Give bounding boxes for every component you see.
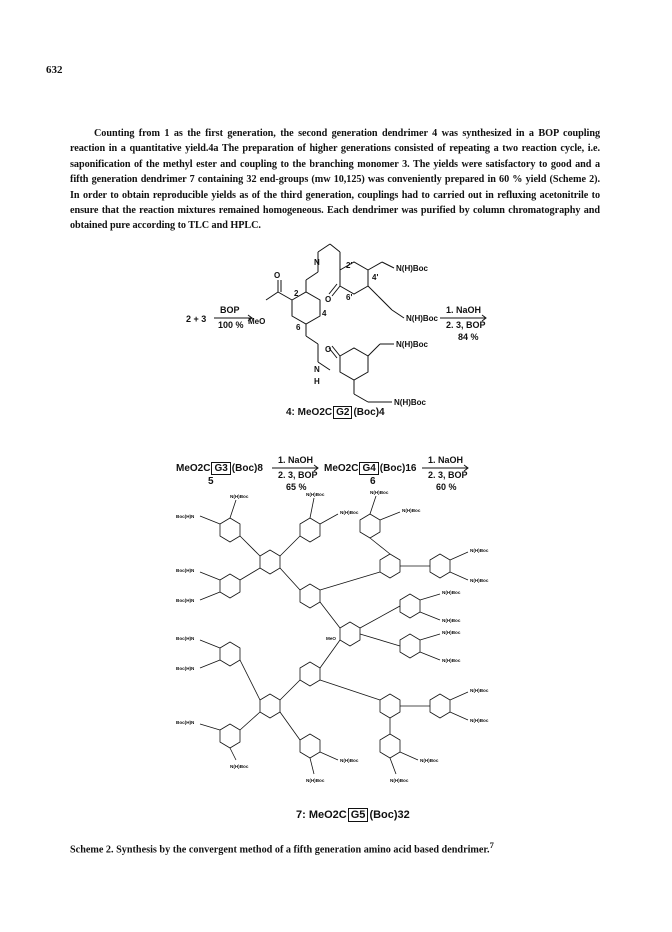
end-group-label: N(H)Boc (340, 758, 359, 763)
step1-reagent: BOP (220, 305, 240, 315)
compound-6-number: 6 (370, 476, 376, 487)
end-group-label: N(H)Boc (306, 778, 325, 783)
end-group-label: Boc(H)N (176, 720, 195, 725)
end-group-label: N(H)Boc (402, 508, 421, 513)
end-group-label: N(H)Boc (420, 758, 439, 763)
upper-ring (340, 262, 368, 294)
reactants-label: 2 + 3 (186, 314, 207, 324)
end-group-label: N(H)Boc (470, 578, 489, 583)
end-group-label: N(H)Boc (306, 492, 325, 497)
compound-4-end: (Boc)4 (353, 407, 385, 418)
compound-5-label (176, 462, 263, 475)
step2-reagent-a: 1. NaOH (446, 305, 482, 315)
atom-label: O (274, 271, 281, 280)
end-group-label: N(H)Boc (442, 630, 461, 635)
end-group-label: N(H)Boc (370, 490, 389, 495)
end-group-label: Boc(H)N (176, 636, 195, 641)
generation-box: G2 (333, 406, 352, 419)
end-group-label: Boc(H)N (176, 568, 195, 573)
step3-yield: 65 % (286, 482, 307, 492)
atom-label: N(H)Boc (396, 264, 428, 273)
atom-label: O (325, 345, 332, 354)
figure-caption (70, 840, 610, 855)
caption-reference: 7 (489, 840, 494, 850)
compound-6-end: (Boc)16 (379, 463, 417, 474)
page-number: 632 (46, 64, 63, 76)
lower-ring (340, 348, 368, 380)
compound-4-prefix: 4: MeO2C (286, 407, 333, 418)
step4-reagent-a: 1. NaOH (428, 455, 464, 465)
step2-yield: 84 % (458, 332, 479, 342)
generation-box: G3 (211, 462, 230, 475)
end-group-label: N(H)Boc (390, 778, 409, 783)
atom-label: 2' (346, 261, 353, 270)
step4-reagent-b: 2. 3, BOP (428, 470, 468, 480)
atom-label: N (314, 365, 320, 374)
compound-7-end: (Boc)32 (369, 809, 410, 821)
end-group-label: N(H)Boc (442, 658, 461, 663)
atom-label: H (314, 377, 320, 386)
end-group-label: N(H)Boc (442, 590, 461, 595)
compound-5-number: 5 (208, 476, 214, 487)
end-group-label: Boc(H)N (176, 514, 195, 519)
atom-label: O (325, 295, 332, 304)
atom-label: N(H)Boc (406, 314, 438, 323)
atom-label: 4' (372, 273, 379, 282)
end-group-label: Boc(H)N (176, 598, 195, 603)
atom-label: 6 (296, 323, 301, 332)
caption-text: Scheme 2. Synthesis by the convergent method of a fifth generation amino acid based dendrimer. (70, 844, 490, 856)
paragraph-text: Counting from 1 as the first generation, the second generation dendrimer 4 was synthesized in a BOP coupling reaction in a quantitative yield.4a The preparation of higher generations consisted of repeating a two reaction cycle, i.e. saponification of the methyl ester and coupling to the branching monomer 3. The yields were satisfactory to good and a fifth generation dendrimer 7 containing 32 end-groups (mw 10,125) was conveniently prepared in 60 % yield (Scheme 2). In order to obtain reproducible yields as of the third generation, couplings had to carried out in refluxing acetonitrile to ensure that the reaction mixtures remained homogeneous. Each dendrimer was purified by column chromatography and obtained pure according to TLC and HPLC. (70, 128, 600, 232)
step1-yield: 100 % (218, 320, 244, 330)
generation-box: G5 (348, 808, 369, 822)
end-group-label: N(H)Boc (230, 764, 249, 769)
dendrimer-7-structure (200, 496, 468, 774)
step2-reagent-b: 2. 3, BOP (446, 320, 486, 330)
core-label: MeO (326, 636, 336, 641)
atom-label: 6' (346, 293, 353, 302)
compound-7-prefix: 7: MeO2C (296, 809, 347, 821)
compound-4-label (286, 406, 385, 419)
atom-label: 4 (322, 309, 327, 318)
end-group-label: N(H)Boc (442, 618, 461, 623)
step3-reagent-a: 1. NaOH (278, 455, 314, 465)
generation-box: G4 (359, 462, 378, 475)
end-group-label: N(H)Boc (340, 510, 359, 515)
end-group-label: N(H)Boc (470, 688, 489, 693)
compound-6-prefix: MeO2C (324, 463, 359, 474)
atom-label: MeO (248, 317, 266, 326)
end-group-label: N(H)Boc (470, 718, 489, 723)
end-group-label: Boc(H)N (176, 666, 195, 671)
atom-label: N (314, 258, 320, 267)
step3-reagent-b: 2. 3, BOP (278, 470, 318, 480)
end-group-label: N(H)Boc (470, 548, 489, 553)
compound-5-end: (Boc)8 (231, 463, 263, 474)
atom-label: 2 (294, 289, 299, 298)
atom-label: N(H)Boc (394, 398, 426, 407)
compound-5-prefix: MeO2C (176, 463, 211, 474)
end-group-label: N(H)Boc (230, 494, 249, 499)
compound-6-label (324, 462, 416, 475)
atom-label: N(H)Boc (396, 340, 428, 349)
step4-yield: 60 % (436, 482, 457, 492)
compound-7-label (296, 808, 410, 822)
